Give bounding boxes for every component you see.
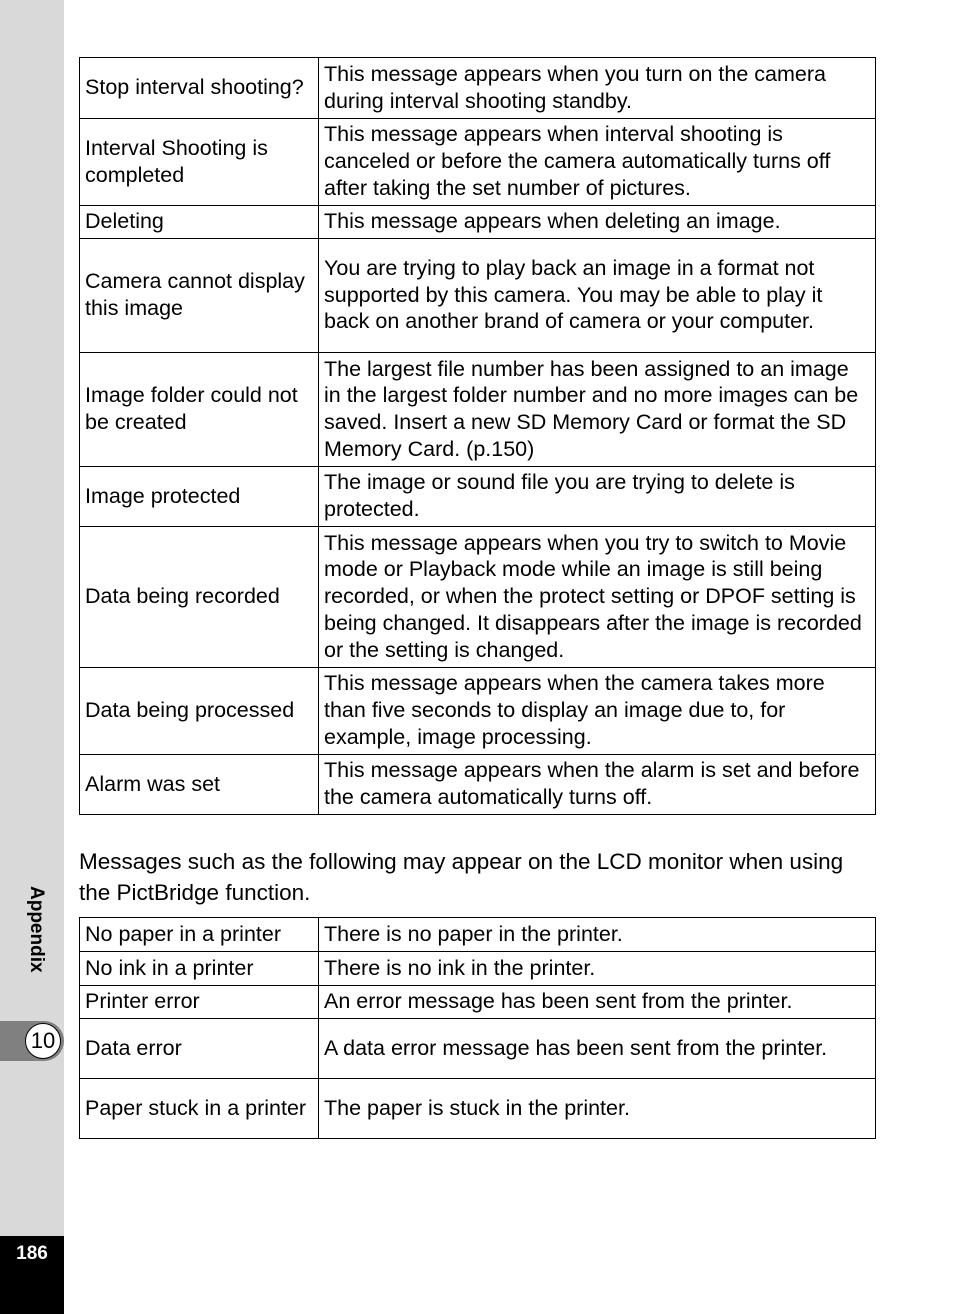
description-cell: This message appears when you try to switch to Movie mode or Playback mode while an image is still being recorded, or when the protect setting or DPOF setting is being changed. It disappears after the image is recorded or the setting is changed. xyxy=(319,527,876,668)
message-cell: Data being processed xyxy=(80,668,319,755)
description-cell: This message appears when the camera takes more than five seconds to display an image due to, for example, image processing. xyxy=(319,668,876,755)
message-cell: Camera cannot display this image xyxy=(80,239,319,353)
description-cell: The paper is stuck in the printer. xyxy=(319,1079,876,1139)
description-cell: An error message has been sent from the printer. xyxy=(319,986,876,1019)
table-row xyxy=(80,239,876,353)
pictbridge-message-table xyxy=(79,917,876,1139)
description-cell: There is no paper in the printer. xyxy=(319,918,876,952)
message-cell: Printer error xyxy=(80,986,319,1019)
table-row xyxy=(80,918,876,952)
table-row xyxy=(80,58,876,119)
description-cell: This message appears when the alarm is set and before the camera automatically turns off. xyxy=(319,755,876,815)
description-cell: A data error message has been sent from the printer. xyxy=(319,1019,876,1079)
message-cell: Stop interval shooting? xyxy=(80,58,319,119)
table-row xyxy=(80,986,876,1019)
description-cell: The image or sound file you are trying to delete is protected. xyxy=(319,467,876,527)
description-cell: This message appears when interval shooting is canceled or before the camera automatically turns off after taking the set number of pictures. xyxy=(319,119,876,206)
table-row xyxy=(80,527,876,668)
message-cell: Alarm was set xyxy=(80,755,319,815)
message-cell: Image folder could not be created xyxy=(80,353,319,467)
message-cell: Deleting xyxy=(80,206,319,239)
message-cell: Data error xyxy=(80,1019,319,1079)
section-label: Appendix xyxy=(26,886,47,973)
table-row xyxy=(80,755,876,815)
message-cell: Paper stuck in a printer xyxy=(80,1079,319,1139)
message-cell: Data being recorded xyxy=(80,527,319,668)
table-row xyxy=(80,952,876,986)
table-row xyxy=(80,353,876,467)
description-cell: You are trying to play back an image in a format not supported by this camera. You may be able to play it back on another brand of camera or your computer. xyxy=(319,239,876,353)
message-cell: Interval Shooting is completed xyxy=(80,119,319,206)
message-cell: No paper in a printer xyxy=(80,918,319,952)
description-cell: The largest file number has been assigned to an image in the largest folder number and no more images can be saved. Insert a new SD Memory Card or format the SD Memory Card. (p.150) xyxy=(319,353,876,467)
intro-paragraph: Messages such as the following may appear on the LCD monitor when using the PictBridge function. xyxy=(79,849,844,905)
side-strip xyxy=(0,0,64,1314)
description-cell: This message appears when you turn on the camera during interval shooting standby. xyxy=(319,58,876,119)
message-cell: Image protected xyxy=(80,467,319,527)
table-row xyxy=(80,1019,876,1079)
table-row xyxy=(80,119,876,206)
description-cell: This message appears when deleting an image. xyxy=(319,206,876,239)
message-cell: No ink in a printer xyxy=(80,952,319,986)
table-row xyxy=(80,1079,876,1139)
error-message-table xyxy=(79,57,876,815)
table-row xyxy=(80,467,876,527)
description-cell: There is no ink in the printer. xyxy=(319,952,876,986)
page-number: 186 xyxy=(16,1243,48,1264)
table-row xyxy=(80,668,876,755)
chapter-number: 10 xyxy=(25,1023,61,1059)
table-row xyxy=(80,206,876,239)
